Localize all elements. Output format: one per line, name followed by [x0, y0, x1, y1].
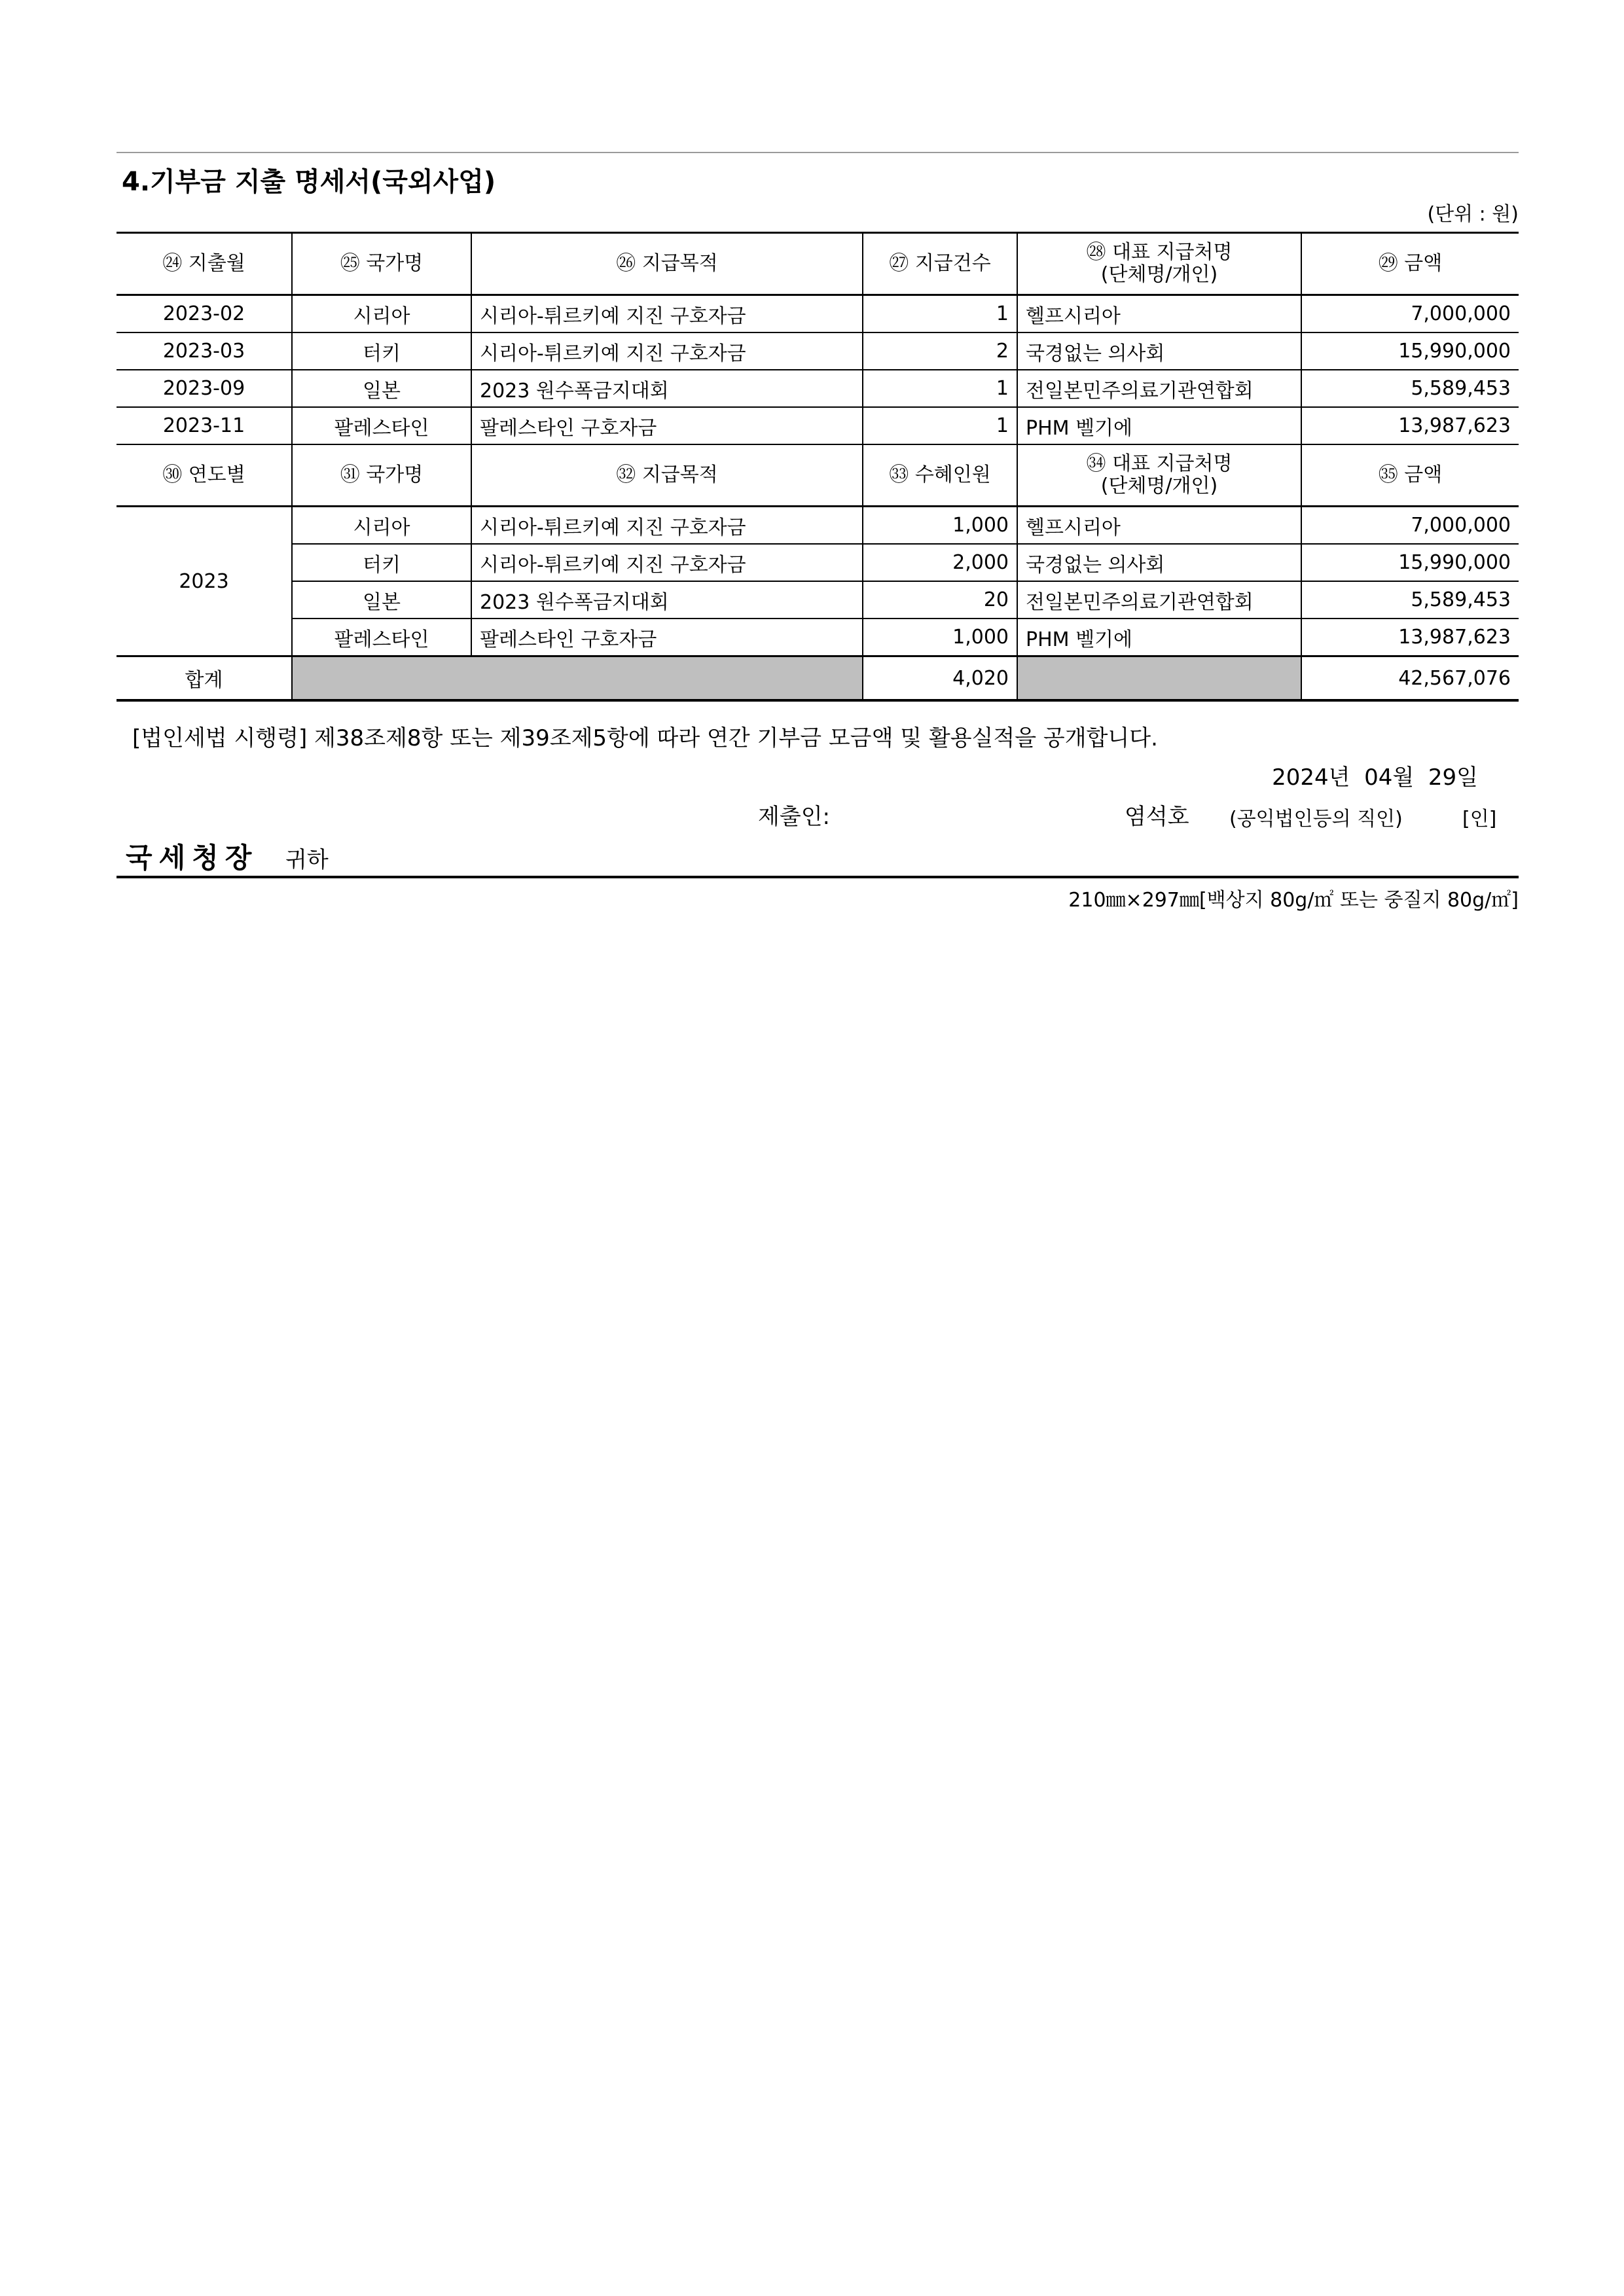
recipient-cell: 국경없는 의사회 [1017, 544, 1301, 581]
purpose-cell: 시리아-튀르키예 지진 구호자금 [471, 295, 863, 333]
seal-mark: [인] [1462, 808, 1497, 831]
bottom-rule [117, 876, 1519, 878]
header-count: ㉗ 지급건수 [863, 233, 1017, 295]
purpose-cell: 팔레스타인 구호자금 [471, 619, 863, 656]
table-row [117, 295, 1519, 333]
date-day: 29일 [1428, 764, 1478, 791]
spending-header-row [117, 233, 1519, 295]
total-row [117, 656, 1519, 701]
country-cell: 팔레스타인 [292, 619, 471, 656]
country-cell: 터키 [292, 544, 471, 581]
header-recipient: ㉞ 대표 지급처명 (단체명/개인) [1017, 444, 1301, 507]
count-cell: 1 [863, 407, 1017, 444]
amount-cell: 15,990,000 [1301, 544, 1519, 581]
purpose-cell: 시리아-튀르키예 지진 구호자금 [471, 332, 863, 370]
count-cell: 1 [863, 295, 1017, 333]
top-rule [117, 152, 1519, 153]
amount-cell: 15,990,000 [1301, 332, 1519, 370]
total-blank-cell [292, 656, 863, 701]
country-cell: 일본 [292, 370, 471, 407]
country-cell: 시리아 [292, 507, 471, 545]
legal-statement: [법인세법 시행령] 제38조제8항 또는 제39조제5항에 따라 연간 기부금 모금액 및 활용실적을 공개합니다. [132, 725, 1158, 751]
header-beneficiaries: ㉝ 수혜인원 [863, 444, 1017, 507]
submission-date [1272, 759, 1478, 791]
beneficiaries-cell: 1,000 [863, 619, 1017, 656]
submitter-name: 염석호 [1125, 804, 1189, 830]
table-row [117, 407, 1519, 444]
unit-note: (단위 : 원) [1427, 203, 1519, 226]
annual-header-row [117, 444, 1519, 507]
purpose-cell: 2023 원수폭금지대회 [471, 581, 863, 619]
country-cell: 시리아 [292, 295, 471, 333]
amount-cell: 13,987,623 [1301, 407, 1519, 444]
header-country: ㉕ 국가명 [292, 233, 471, 295]
amount-cell: 5,589,453 [1301, 370, 1519, 407]
country-cell: 팔레스타인 [292, 407, 471, 444]
recipient-cell: PHM 벨기에 [1017, 619, 1301, 656]
header-year: ㉚ 연도별 [117, 444, 292, 507]
header-country: ㉛ 국가명 [292, 444, 471, 507]
submitter-role: (공익법인등의 직인) [1229, 808, 1403, 831]
total-amount: 42,567,076 [1301, 656, 1519, 701]
beneficiaries-cell: 2,000 [863, 544, 1017, 581]
country-cell: 터키 [292, 332, 471, 370]
beneficiaries-cell: 1,000 [863, 507, 1017, 545]
date-month: 04월 [1364, 764, 1415, 791]
purpose-cell: 시리아-튀르키예 지진 구호자금 [471, 507, 863, 545]
recipient-cell: 국경없는 의사회 [1017, 332, 1301, 370]
table-row [117, 332, 1519, 370]
table-row [117, 619, 1519, 656]
amount-cell: 5,589,453 [1301, 581, 1519, 619]
header-amount: ㉟ 금액 [1301, 444, 1519, 507]
recipient-suffix: 귀하 [285, 847, 329, 873]
header-recipient: ㉘ 대표 지급처명 (단체명/개인) [1017, 233, 1301, 295]
submitter-label: 제출인: [758, 804, 830, 830]
paper-spec: 210㎜×297㎜[백상지 80g/㎡ 또는 중질지 80g/㎡] [1068, 889, 1519, 912]
amount-cell: 7,000,000 [1301, 507, 1519, 545]
header-purpose: ㉜ 지급목적 [471, 444, 863, 507]
recipient-cell: 전일본민주의료기관연합회 [1017, 370, 1301, 407]
month-cell: 2023-09 [117, 370, 292, 407]
purpose-cell: 팔레스타인 구호자금 [471, 407, 863, 444]
year-cell: 2023 [117, 507, 292, 656]
amount-cell: 13,987,623 [1301, 619, 1519, 656]
donation-table [117, 232, 1519, 702]
purpose-cell: 시리아-튀르키예 지진 구호자금 [471, 544, 863, 581]
country-cell: 일본 [292, 581, 471, 619]
date-year: 2024년 [1272, 764, 1350, 791]
total-blank-cell [1017, 656, 1301, 701]
month-cell: 2023-02 [117, 295, 292, 333]
month-cell: 2023-03 [117, 332, 292, 370]
header-month: ㉔ 지출월 [117, 233, 292, 295]
recipient-cell: 헬프시리아 [1017, 507, 1301, 545]
recipient-cell: 전일본민주의료기관연합회 [1017, 581, 1301, 619]
beneficiaries-cell: 20 [863, 581, 1017, 619]
purpose-cell: 2023 원수폭금지대회 [471, 370, 863, 407]
count-cell: 2 [863, 332, 1017, 370]
table-row [117, 507, 1519, 545]
table-row [117, 370, 1519, 407]
amount-cell: 7,000,000 [1301, 295, 1519, 333]
recipient-title: 국세청장 [126, 842, 259, 874]
header-purpose: ㉖ 지급목적 [471, 233, 863, 295]
section-title: 4.기부금 지출 명세서(국외사업) [122, 167, 496, 197]
table-row [117, 544, 1519, 581]
total-beneficiaries: 4,020 [863, 656, 1017, 701]
count-cell: 1 [863, 370, 1017, 407]
header-amount: ㉙ 금액 [1301, 233, 1519, 295]
recipient-cell: 헬프시리아 [1017, 295, 1301, 333]
month-cell: 2023-11 [117, 407, 292, 444]
table-row [117, 581, 1519, 619]
recipient-cell: PHM 벨기에 [1017, 407, 1301, 444]
total-label: 합계 [117, 656, 292, 701]
